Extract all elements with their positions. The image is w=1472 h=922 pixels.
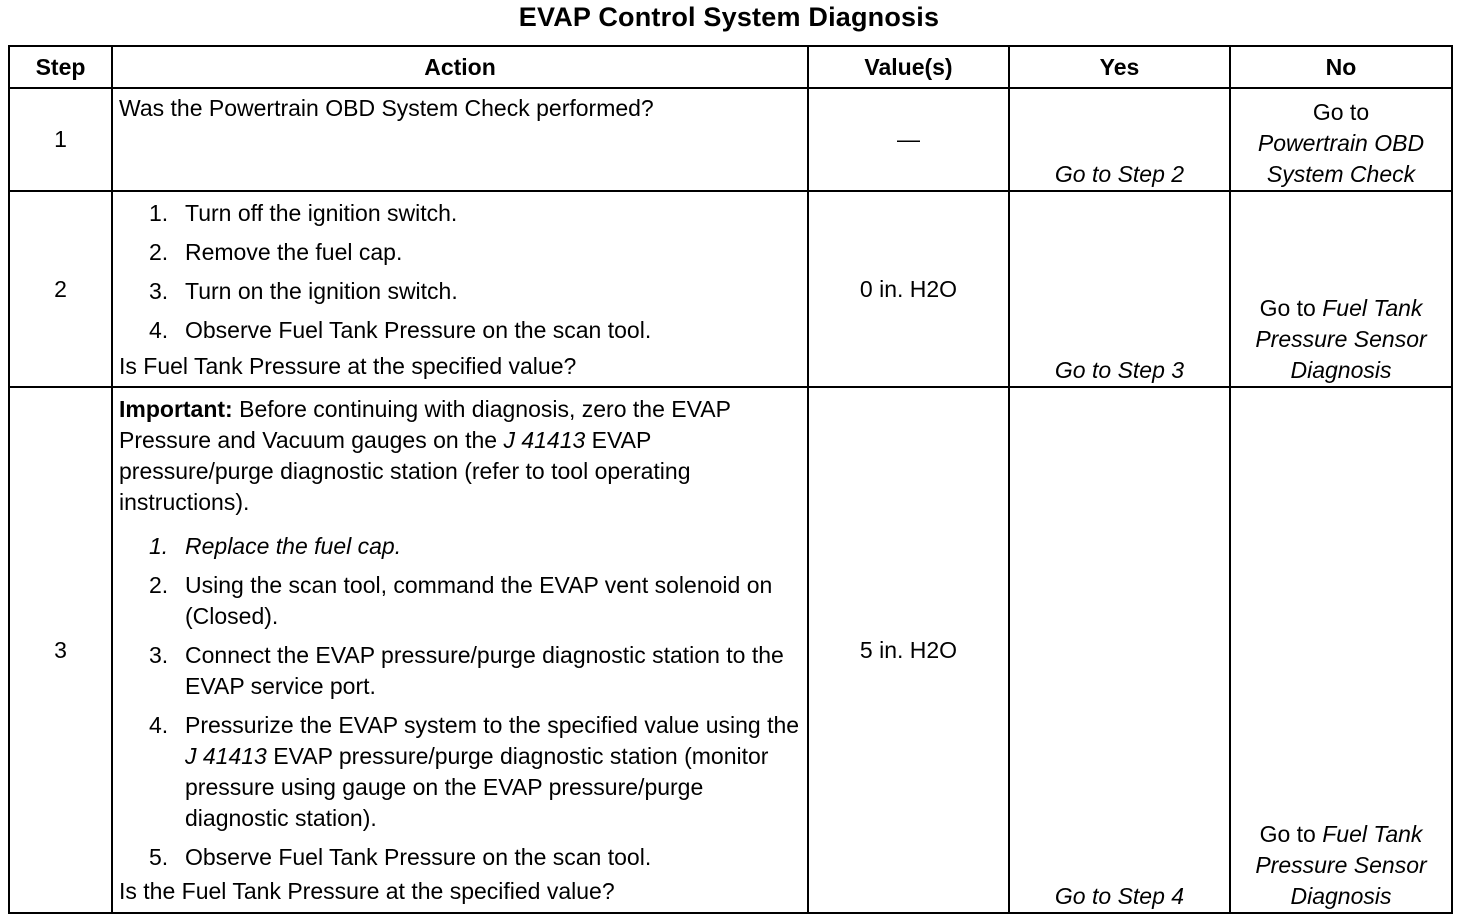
important-text: Before continuing with diagnosis, zero the EVAP Pressure and Vacuum gauges on the xyxy=(119,396,731,453)
list-number: 4. xyxy=(149,712,169,738)
step-number: 3 xyxy=(9,387,112,913)
header-values: Value(s) xyxy=(808,46,1009,88)
step-number: 1 xyxy=(9,88,112,191)
action-cell xyxy=(112,387,808,913)
no-text: Go to xyxy=(1312,99,1370,125)
list-text: Replace the fuel cap. xyxy=(185,533,402,559)
list-text: EVAP pressure/purge diagnostic station (monitor pressure using gauge on the EVAP pressure/purge diagnostic station). xyxy=(185,743,769,831)
list-number: 3. xyxy=(149,642,169,668)
table-row xyxy=(9,387,1452,913)
list-item xyxy=(119,710,801,834)
action-cell xyxy=(112,191,808,387)
list-number: 2. xyxy=(149,239,169,265)
header-action: Action xyxy=(112,46,808,88)
yes-cell: Go to Step 4 xyxy=(1009,387,1230,913)
list-text: Remove the fuel cap. xyxy=(185,239,403,265)
no-text: Go to xyxy=(1259,295,1323,321)
table-row xyxy=(9,88,1452,191)
header-no: No xyxy=(1230,46,1452,88)
list-text: Observe Fuel Tank Pressure on the scan tool. xyxy=(185,844,652,870)
header-step: Step xyxy=(9,46,112,88)
value-cell: 5 in. H2O xyxy=(808,387,1009,913)
table-row xyxy=(9,191,1452,387)
list-item xyxy=(119,570,801,632)
list-text: Observe Fuel Tank Pressure on the scan tool. xyxy=(185,317,652,343)
no-cell xyxy=(1230,191,1452,387)
no-link: Powertrain OBD System Check xyxy=(1257,130,1425,187)
list-text: Turn off the ignition switch. xyxy=(185,200,458,226)
list-text: Turn on the ignition switch. xyxy=(185,278,458,304)
list-item xyxy=(119,276,801,307)
action-cell xyxy=(112,88,808,191)
step-number: 2 xyxy=(9,191,112,387)
no-cell xyxy=(1230,387,1452,913)
page-title: EVAP Control System Diagnosis xyxy=(518,2,940,32)
list-number: 1. xyxy=(149,533,169,559)
yes-cell: Go to Step 2 xyxy=(1009,88,1230,191)
important-text: EVAP pressure/purge diagnostic station (refer to tool operating instructions). xyxy=(119,427,691,515)
list-number: 4. xyxy=(149,317,169,343)
list-item xyxy=(119,640,801,702)
tool-number: J 41413 xyxy=(503,427,586,453)
list-number: 1. xyxy=(149,200,169,226)
list-text: Pressurize the EVAP system to the specified value using the xyxy=(185,712,800,738)
action-question: Is the Fuel Tank Pressure at the specified value? xyxy=(119,878,615,904)
value-cell: 0 in. H2O xyxy=(808,191,1009,387)
list-item xyxy=(119,198,801,229)
action-steps xyxy=(119,531,801,873)
list-text: Using the scan tool, command the EVAP vent solenoid on (Closed). xyxy=(185,572,773,629)
list-number: 3. xyxy=(149,278,169,304)
table-header-row xyxy=(9,46,1452,88)
list-number: 2. xyxy=(149,572,169,598)
no-text: Go to xyxy=(1259,821,1323,847)
list-text: Connect the EVAP pressure/purge diagnostic station to the EVAP service port. xyxy=(185,642,784,699)
value-cell: — xyxy=(808,88,1009,191)
important-label: Important: xyxy=(119,396,233,422)
no-link: Fuel Tank Pressure Sensor Diagnosis xyxy=(1255,295,1427,383)
header-yes: Yes xyxy=(1009,46,1230,88)
tool-number: J 41413 xyxy=(185,743,267,769)
list-item xyxy=(119,315,801,346)
no-link: Fuel Tank Pressure Sensor Diagnosis xyxy=(1255,821,1427,909)
list-item xyxy=(119,842,801,873)
no-cell xyxy=(1230,88,1452,191)
action-question: Was the Powertrain OBD System Check performed? xyxy=(119,95,654,121)
action-steps xyxy=(119,198,801,346)
diagnosis-table xyxy=(8,45,1453,914)
list-item xyxy=(119,531,801,562)
important-note xyxy=(119,394,801,518)
action-question: Is Fuel Tank Pressure at the specified value? xyxy=(119,353,577,379)
list-item xyxy=(119,237,801,268)
yes-cell: Go to Step 3 xyxy=(1009,191,1230,387)
list-number: 5. xyxy=(149,844,169,870)
